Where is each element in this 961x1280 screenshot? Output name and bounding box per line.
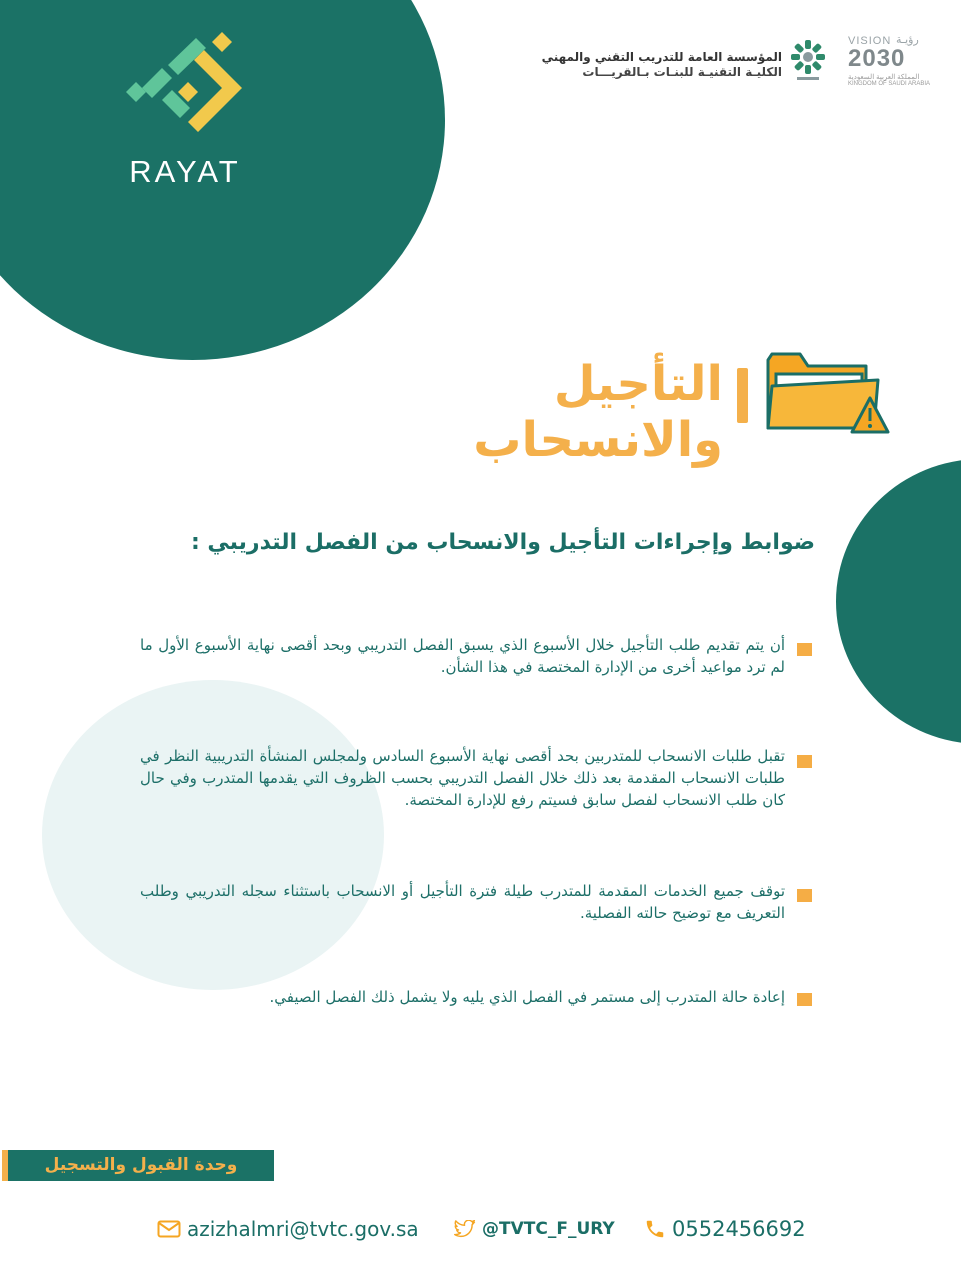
vision-2030-logo: [838, 33, 931, 93]
email-icon: [157, 1220, 181, 1238]
rule-item-4: إعادة حالة المتدرب إلى مستمر في الفصل الذي يليه ولا يشمل ذلك الفصل الصيفي.: [269, 988, 785, 1006]
decor-circle-faint: [42, 680, 384, 990]
rule-item-2: تقبل طلبات الانسحاب للمتدربين بحد أقصى نهاية الأسبوع السادس ولمجلس المنشأة التدريبية النظر في طلبات الانسحاب المقدمة بعد ذلك خلال الفصل التدريبي بحسب الظروف التي يقدمها المتدرب وفي حال كان طلب الانسحاب لفصل سابق فسيتم رفع للإدارة المختصة.: [140, 747, 785, 809]
page-title: التأجيل والانسحاب: [473, 356, 723, 468]
org-name-block: [520, 50, 782, 80]
contact-email[interactable]: [157, 1212, 419, 1246]
org-name-line2: الكليـة التقنيـة للبنـات بـالقريـــات: [582, 65, 782, 79]
org-name-line1: المؤسسة العامة للتدريب التقني والمهني: [541, 50, 782, 64]
decor-circle-right: [836, 459, 961, 744]
vision-year: 2030: [848, 45, 906, 72]
phone-icon: [644, 1218, 666, 1240]
org-emblem-icon: [785, 37, 831, 83]
phone-number[interactable]: 0552456692: [672, 1217, 806, 1241]
twitter-icon: [454, 1220, 476, 1238]
folder-warning-icon: [762, 346, 892, 436]
vision-country-en: KINGDOM OF SAUDI ARABIA: [848, 81, 931, 87]
vision-word-arabic: رؤيـة: [896, 34, 919, 46]
rayat-logo-text: RAYAT: [129, 154, 241, 189]
contact-twitter[interactable]: [454, 1212, 615, 1246]
section-heading: ضوابط وإجراءات التأجيل والانسحاب من الفصل التدريبي :: [190, 530, 815, 555]
rule-item-1: أن يتم تقديم طلب التأجيل خلال الأسبوع الذي يسبق الفصل التدريبي وبحد أقصى نهاية الأسبوع الأول ما لم ترد مواعيد أخرى من الإدارة المختصة في هذا الشأن.: [140, 636, 785, 676]
bullet-square-icon: [797, 643, 812, 656]
twitter-handle[interactable]: @TVTC_F_URY: [482, 1219, 615, 1239]
vision-country-ar: المملكة العربية السعودية: [848, 74, 920, 81]
email-text[interactable]: azizhalmri@tvtc.gov.sa: [187, 1217, 419, 1241]
contact-phone[interactable]: [644, 1212, 806, 1246]
bullet-square-icon: [797, 755, 812, 768]
rayat-logo-icon: [112, 30, 262, 145]
vision-word: VISION: [848, 35, 892, 47]
bullet-square-icon: [797, 889, 812, 902]
bullet-square-icon: [797, 993, 812, 1006]
unit-name-banner: وحدة القبول والتسجيل: [2, 1150, 274, 1181]
rule-item-3: توقف جميع الخدمات المقدمة للمتدرب طيلة فترة التأجيل أو الانسحاب باستثناء سجله التدريبي وطلب التعريف مع توضيح حالته الفصلية.: [140, 882, 785, 922]
title-accent-bar: [737, 368, 748, 423]
